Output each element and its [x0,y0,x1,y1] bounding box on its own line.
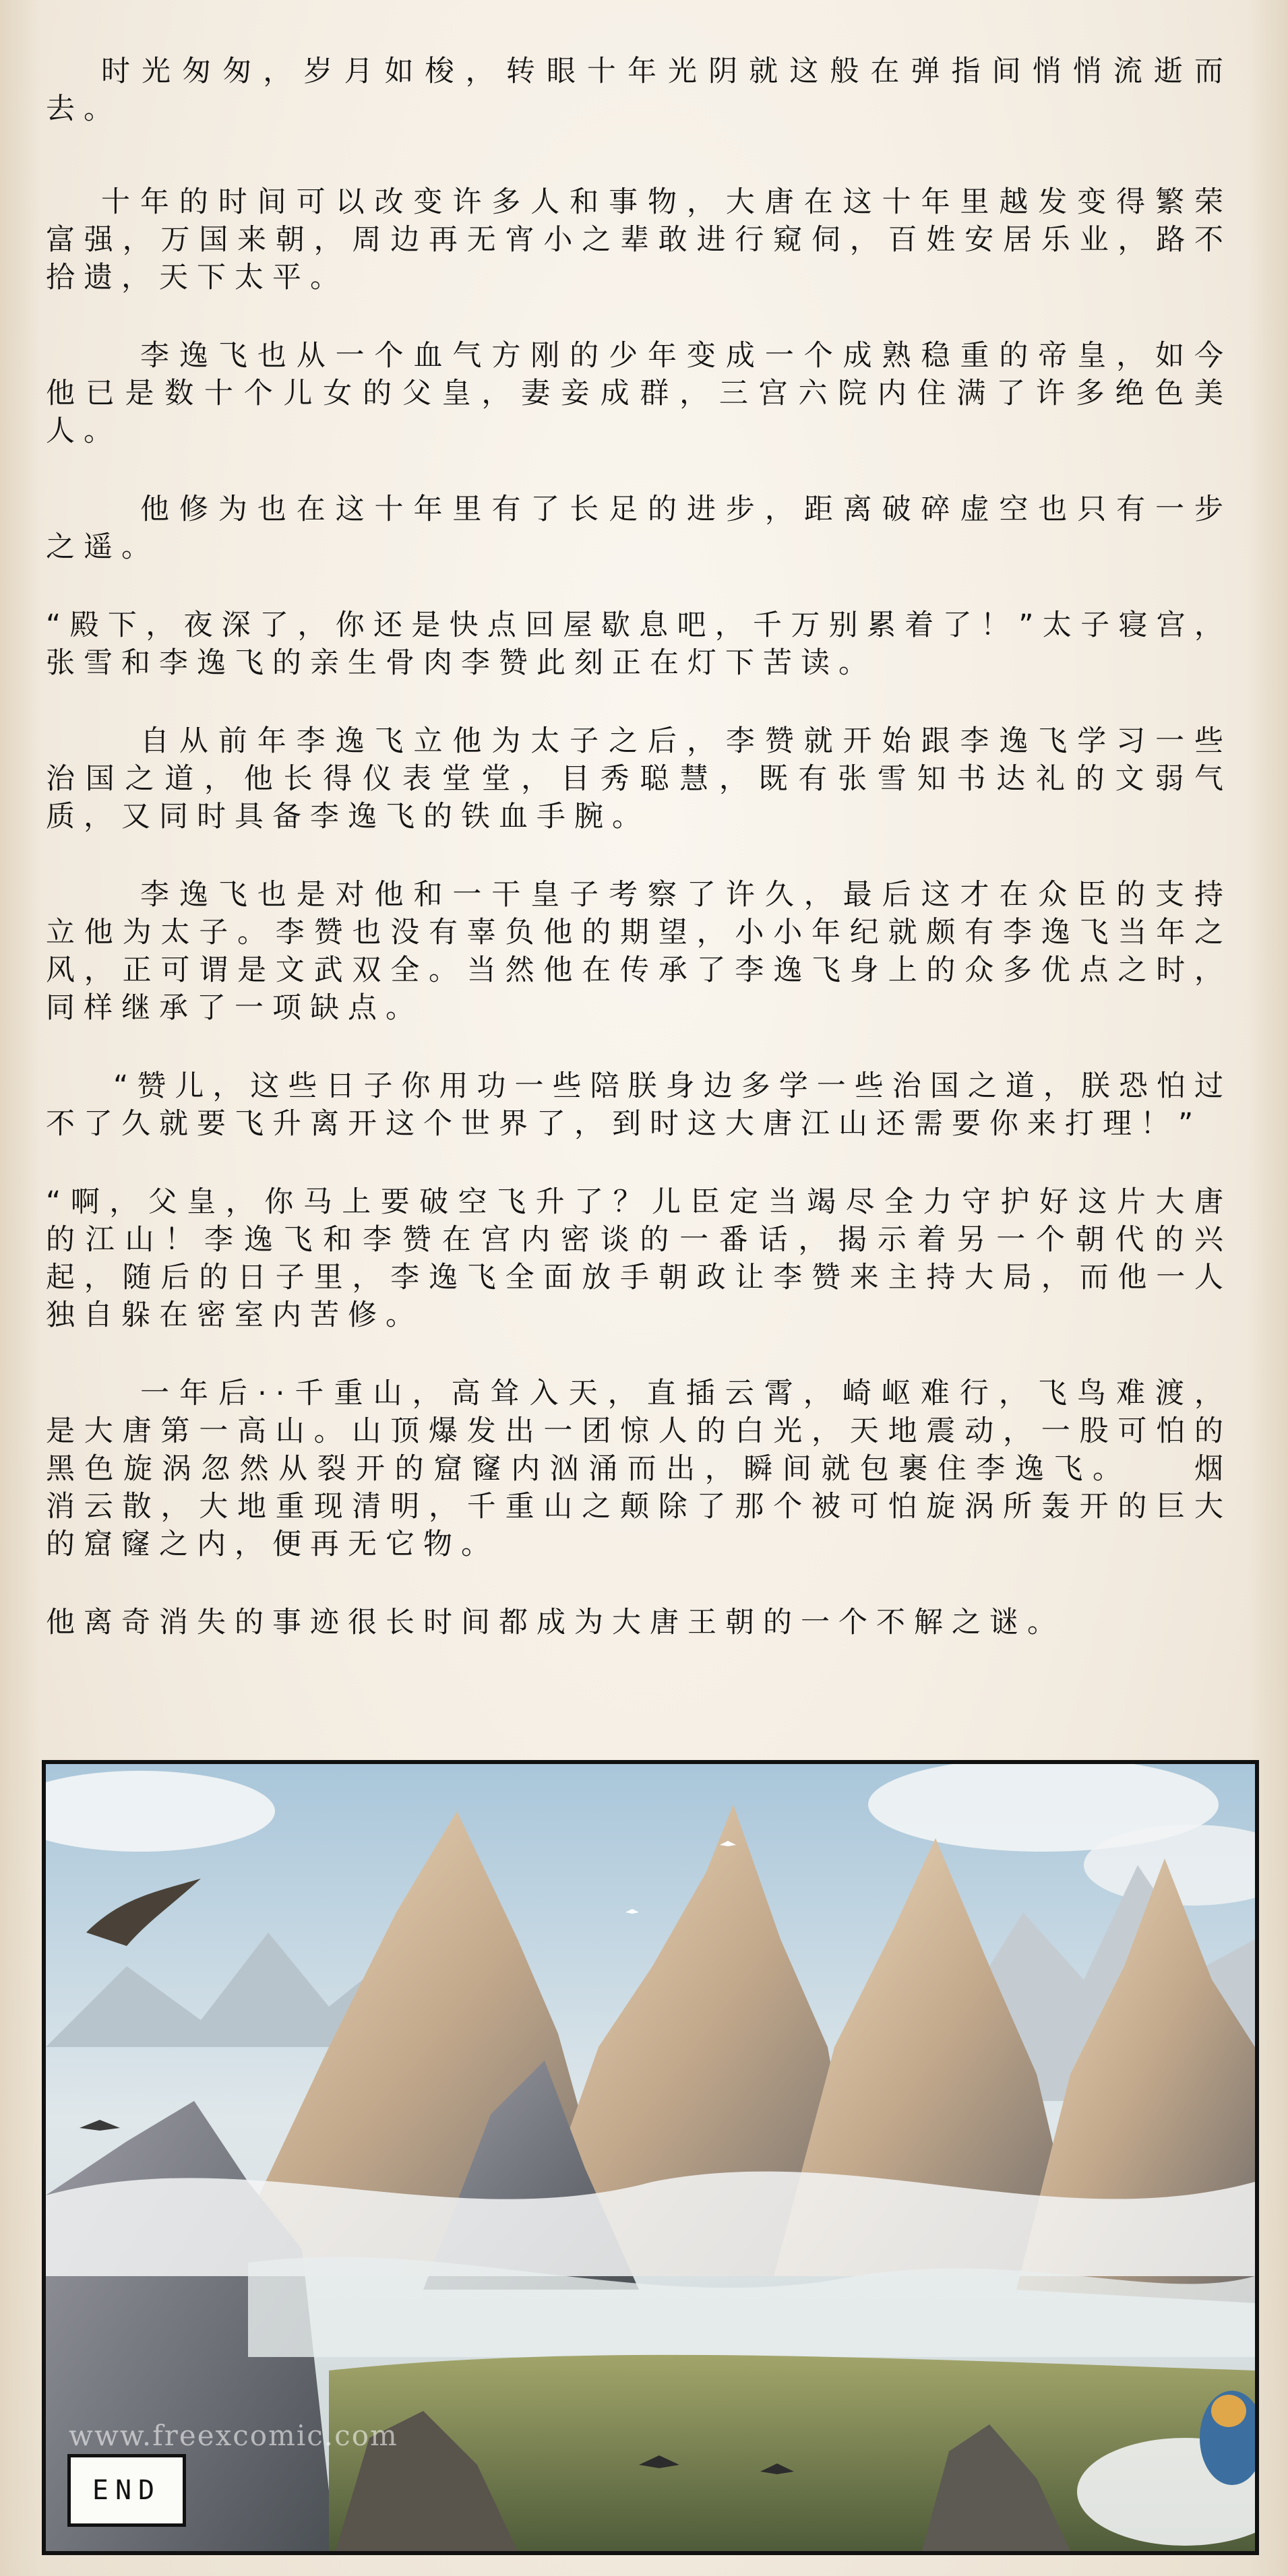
story-paragraph: 李逸飞也是对他和一干皇子考察了许久，最后这才在众臣的支持立他为太子。李赞也没有辜负他的期望，小小年纪就颇有李逸飞当年之风，正可谓是文武双全。当然他在传承了李逸飞身上的众多优点之时，同样继承了一项缺点。 [46,878,1232,1025]
mountain-illustration [42,1760,1259,2555]
story-paragraph: “啊，父皇，你马上要破空飞升了？儿臣定当竭尽全力守护好这片大唐的江山！李逸飞和李赞在宫内密谈的一番话，揭示着另一个朝代的兴起，随后的日子里，李逸飞全面放手朝政让李赞来主持大局，而他一人独自躲在密室内苦修。 [46,1185,1232,1332]
story-paragraph: 一年后··千重山，高耸入天，直插云霄，崎岖难行，飞鸟难渡，是大唐第一高山。山顶爆发出一团惊人的白光，天地震动，一股可怕的黑色旋涡忽然从裂开的窟窿内汹涌而出，瞬间就包裹住李逸飞。 烟消云散，大地重现清明，千重山之颠除了那个被可怕旋涡所轰开的巨大的窟窿之内，便再无它物。 [46,1377,1232,1561]
story-paragraph: 自从前年李逸飞立他为太子之后，李赞就开始跟李逸飞学习一些治国之道，他长得仪表堂堂，目秀聪慧，既有张雪知书达礼的文弱气质，又同时具备李逸飞的铁血手腕。 [46,724,1232,834]
end-label: END [67,2454,186,2527]
story-paragraph: 他离奇消失的事迹很长时间都成为大唐王朝的一个不解之谜。 [46,1606,1065,1639]
story-paragraph: 十年的时间可以改变许多人和事物，大唐在这十年里越发变得繁荣富强，万国来朝，周边再无宵小之辈敢进行窥伺，百姓安居乐业，路不拾遗，天下太平。 [46,185,1232,294]
watermark-text: www.freexcomic.com [69,2419,398,2452]
story-paragraph: “殿下，夜深了，你还是快点回屋歇息吧，千万别累着了！”太子寝宫，张雪和李逸飞的亲生骨肉李赞此刻正在灯下苦读。 [46,608,1232,680]
story-paragraph: 时光匆匆，岁月如梭，转眼十年光阴就这般在弹指间悄悄流逝而去。 [46,55,1232,126]
story-paragraph: “赞儿，这些日子你用功一些陪朕身边多学一些治国之道，朕恐怕过不了久就要飞升离开这个世界了，到时这大唐江山还需要你来打理！” [46,1069,1232,1141]
story-paragraph: 李逸飞也从一个血气方刚的少年变成一个成熟稳重的帝皇，如今他已是数十个儿女的父皇，妻妾成群，三宫六院内住满了许多绝色美人。 [46,339,1232,448]
story-text [46,53,1232,1682]
story-paragraph: 他修为也在这十年里有了长足的进步，距离破碎虚空也只有一步之遥。 [46,493,1232,564]
page-edge-left [0,0,40,2576]
